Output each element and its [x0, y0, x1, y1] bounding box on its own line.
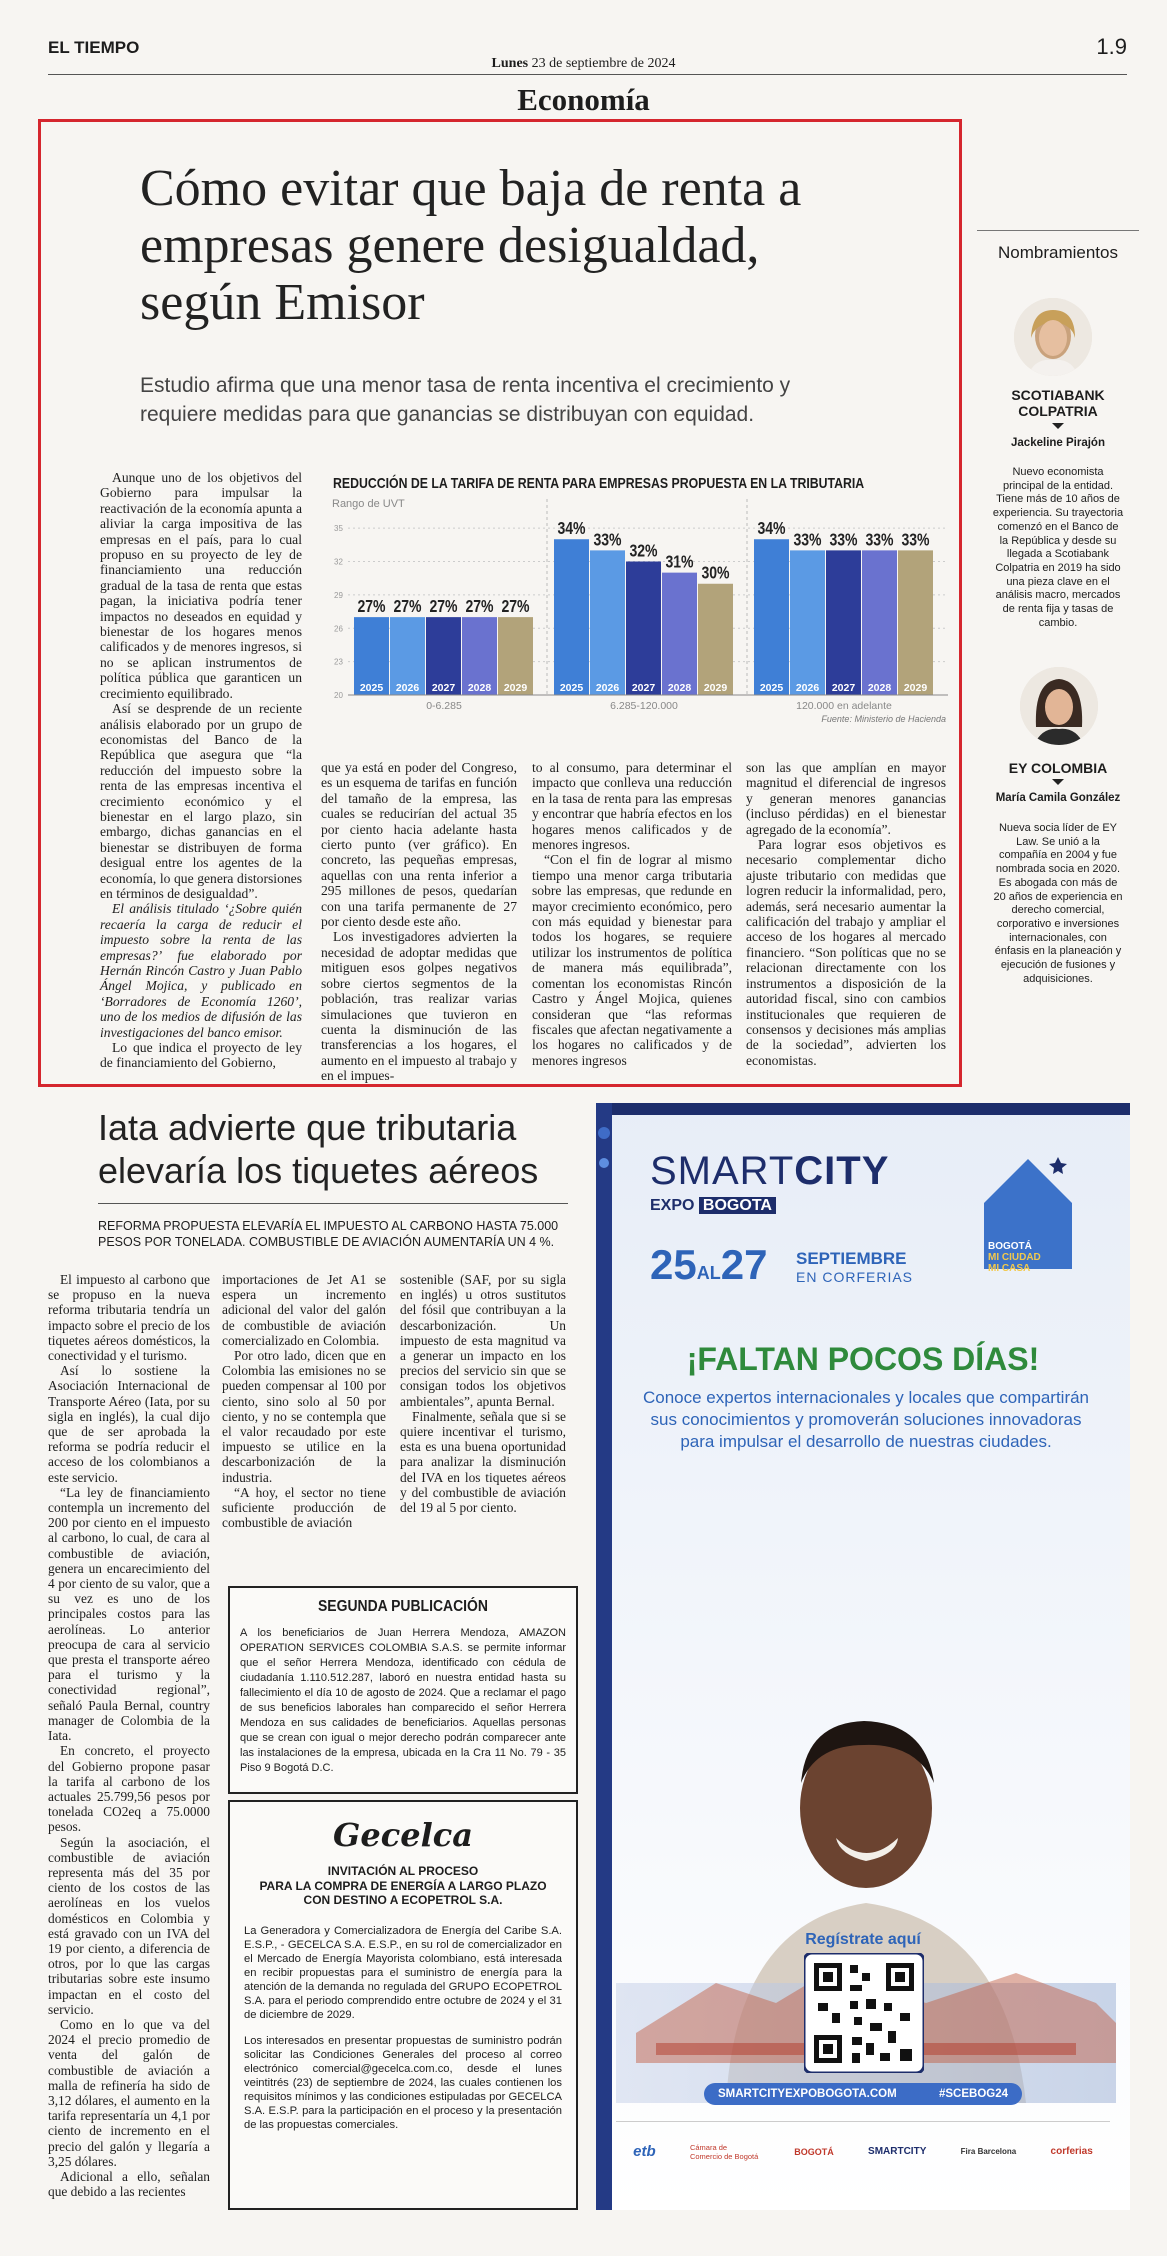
data-label: 31% [665, 552, 694, 573]
ad-headline: ¡FALTAN POCOS DÍAS! [686, 1341, 1040, 1377]
year-label: 2029 [903, 682, 928, 694]
year-label: 2026 [795, 682, 820, 694]
paragraph: Aunque uno de los objetivos del Gobierno para impulsar la reactivación de la economía apunta a aliviar la carga impositiva de las empresas en el país, para lo cual propuso en su proyecto de ley de financiamiento una reducción gradual de la tasa de renta que estas pagan, la iniciativa podría tener impactos no deseados en equidad y bienestar de los hogares menos calificados y de menores ingresos, si no se aplican instrumentos de política pública que garanticen un crecimiento equilibrado. [100, 470, 302, 701]
event-month: SEPTIEMBRE [796, 1249, 907, 1268]
notice-title-line: PARA LA COMPRA DE ENERGÍA A LARGO PLAZO [259, 1878, 547, 1893]
article-column-4 [746, 760, 946, 1068]
notice-title-line: INVITACIÓN AL PROCESO [327, 1864, 479, 1878]
portrait-icon [1020, 667, 1098, 745]
year-label: 2028 [467, 682, 492, 694]
year-label: 2027 [431, 682, 456, 694]
expo-label [650, 1197, 776, 1215]
ad-brand [650, 1149, 889, 1194]
data-label: 33% [793, 529, 822, 550]
paragraph: Adicional a ello, señalan que debido a las recientes [48, 2168, 210, 2200]
data-label: 33% [593, 529, 622, 550]
data-label: 34% [557, 518, 586, 539]
header-divider [48, 74, 1127, 75]
notice-paragraph: Los interesados en presentar propuestas de suministro podrán solicitar las Condiciones Generales del proceso al correo electrónico comercial@gecelca.com.co, desde el lunes veintitrés (23) de septiembre de 2024, las cuales contienen los requisitos mínimos y las condiciones estipuladas por GECELCA S.A. E.S.P. para la participación en el proceso y la presentación de las propuestas comerciales. [244, 2034, 562, 2131]
paragraph: Así se desprende de un reciente análisis elaborado por un grupo de economistas del Banco de la República que asegura que “la reducción del impuesto sobre la renta de las empresas incentiva el crecimiento económico y el bienestar en el largo plazo, sin embargo, dichas ganancias en el bienestar se distribuyen de forma desigual entre los agentes de la economía, lo que genera distorsiones en términos de desigualdad”. [100, 701, 302, 901]
expo-city: BOGOTA [699, 1197, 776, 1214]
avatar [1020, 667, 1098, 745]
firm-line: COLPATRIA [1018, 403, 1098, 419]
y-tick-label: 23 [334, 657, 343, 667]
chamber-logo: Cámara de Comercio de Bogotá [689, 2142, 759, 2161]
article-kicker: REFORMA PROPUESTA ELEVARÍA EL IMPUESTO AL CARBONO HASTA 75.000 PESOS POR TONELADA. COMBUSTIBLE DE AVIACIÓN AUMENTARÍA UN 4 %. [98, 1219, 559, 1249]
paragraph: Según la asociación, el combustible de aviación representa más del 35 por ciento de los costos de las aerolíneas en los vuelos domésticos en Colombia y está gravado con un IVA del 19 por ciento, a diferencia de otros, por lo que las cargas tributarias sobre este insumo impactan en el costo del servicio. [48, 1834, 210, 2017]
page-number: 1.9 [1096, 34, 1127, 59]
bogota-logo: BOGOTÁ [794, 2146, 834, 2157]
avatar [1014, 298, 1092, 376]
date-weekday: Lunes [491, 56, 529, 71]
year-label: 2026 [395, 682, 420, 694]
paragraph: Lo que indica el proyecto de ley de financiamiento del Gobierno, [100, 1040, 302, 1071]
date-text: 23 de septiembre de 2024 [528, 56, 676, 71]
house-line: MI CASA [988, 1263, 1031, 1274]
ad-url[interactable]: SMARTCITYEXPOBOGOTA.COM [718, 2088, 897, 2100]
notice-body: A los beneficiarios de Juan Herrera Mendoza, AMAZON OPERATION SERVICES COLOMBIA S.A.S. se permite informar que el señor Herrera Mendoza, identificado con cédula de ciudadanía 1.110.512.287, laboró en nuestra entidad hasta su fallecimiento el día 10 de agosto de 2024. Que a reclamar el pago de sus beneficios laborales han comparecido el señor Herrera Mendoza en sus calidades de beneficiarios. Aquellas personas que se crean con igual o mejor derecho podrán comparecer ante las instalaciones de la empresa, ubicada en la Cra 11 No. 79 - 35 Piso 9 Bogotá D.C. [240, 1627, 566, 1774]
house-label [988, 1241, 1041, 1274]
bar [826, 550, 861, 695]
person-bio: Nuevo economista principal de la entidad. Tiene más de 10 años de experiencia. Su trayectoria comenzó en el Banco de la República y desde su llegada a Scotiabank Colpatria en 2019 ha sido una pieza clave en el análisis macro, mercados de renta fija y tasas de cambio. [992, 466, 1124, 629]
y-tick-label: 29 [334, 590, 343, 600]
brand-light: SMART [650, 1149, 795, 1193]
newspaper-name: EL TIEMPO [48, 38, 140, 57]
paragraph: El impuesto al carbono que se propuso en la nueva reforma tributaria tendría un impacto sobre el precio de los tiquetes aéreos domésticos, la conectividad y el turismo. [48, 1272, 210, 1364]
corferias-logo: corferias [1050, 2146, 1093, 2157]
pointer-icon [1052, 423, 1064, 429]
bar [898, 550, 933, 695]
firm-line: SCOTIABANK [1011, 387, 1105, 403]
bar [862, 550, 897, 695]
paragraph: to al consumo, para determinar el impacto que conlleva una reducción en la tasa de renta para las empresas y encontrar que habría efectos en los hogares menos calificados y de menores ingresos. [532, 760, 732, 853]
legal-notice [228, 1586, 578, 1794]
year-label: 2027 [631, 682, 656, 694]
tax-rate-chart [318, 495, 948, 730]
smartcity-logo: SMARTCITY [868, 2146, 927, 2157]
article-column-2 [321, 760, 517, 1084]
article-column-3 [532, 760, 732, 1068]
paragraph: importaciones de Jet A1 se espera un incremento adicional del valor del galón de combustible de aviación comercializado en Colombia. [222, 1272, 386, 1348]
bar [698, 584, 733, 695]
person-name: María Camila González [995, 792, 1121, 804]
smartcity-advertisement[interactable] [596, 1103, 1130, 2210]
etb-logo: etb [633, 2143, 656, 2160]
paragraph: Finalmente, señala que si se quiere incentivar el turismo, esta es una buena oportunidad para analizar la disminución del IVA en los tiquetes aéreos y del combustible de aviación del 19 al 5 por ciento. [400, 1408, 566, 1516]
paragraph: Así lo sostiene la Asociación Internacional de Transporte Aéreo (Iata, por su sigla en inglés), la cual dijo que de ser aprobada la reforma se podría reducir el acceso de los colombianos a este servicio. [48, 1363, 210, 1485]
firm-name [983, 387, 1133, 419]
data-label: 33% [865, 529, 894, 550]
brand-bold: CITY [794, 1149, 890, 1193]
day-end: 27 [720, 1241, 768, 1288]
article-column-1 [100, 470, 302, 1071]
data-label: 27% [393, 596, 422, 617]
sponsor-row [616, 2121, 1110, 2181]
year-label: 2029 [503, 682, 528, 694]
portrait-icon [1014, 298, 1092, 376]
bar [662, 573, 697, 695]
y-tick-label: 26 [334, 624, 343, 634]
group-label: 6.285-120.000 [610, 700, 678, 712]
notice-title-line: CON DESTINO A ECOPETROL S.A. [303, 1893, 503, 1907]
year-label: 2025 [759, 682, 784, 694]
year-label: 2029 [703, 682, 728, 694]
data-label: 33% [829, 529, 858, 550]
year-label: 2027 [831, 682, 856, 694]
paragraph: “A hoy, el sector no tiene suficiente producción de combustible de aviación [222, 1484, 386, 1531]
paragraph: que ya está en poder del Congreso, es un esquema de tarifas en función del tamaño de la empresa, las cuales se reducirían del actual 35 por ciento hacia adelante hasta cierto punto (ver gráfico). En concreto, las pequeñas empresas, aquellas con una renta inferior a 295 millones de pesos, quedarían con una tarifa permanente de 27 por ciento desde este año. [321, 760, 517, 930]
notice-title [230, 1864, 576, 1908]
sidebar-title: Nombramientos [998, 243, 1118, 262]
article-dek: Estudio afirma que una menor tasa de renta incentiva el crecimiento y requiere medidas para que ganancias se distribuyan con equidad. [140, 374, 791, 426]
firm-line: EY COLOMBIA [1008, 760, 1108, 776]
gecelca-notice [228, 1800, 578, 2210]
y-tick-label: 35 [334, 524, 343, 534]
year-label: 2026 [595, 682, 620, 694]
event-venue: EN CORFERIAS [796, 1269, 914, 1285]
section-title: Economía [517, 82, 650, 117]
house-line: MI CIUDAD [988, 1252, 1041, 1263]
firm-name [983, 760, 1133, 776]
paragraph: En concreto, el proyecto del Gobierno propone pasar la tarifa al carbono de los actuales 25.799,56 pesos por tonelada CO2eq a 75.0000 pesos. [48, 1743, 210, 1835]
headline-divider [98, 1203, 568, 1204]
paragraph: Por otro lado, dicen que en Colombia las emisiones no se pueden compensar al 100 por ciento, sino solo al 50 por ciento, y no se contempla que el valor recaudado por este impuesto se utilice en la descarbonización de la industria. [222, 1348, 386, 1485]
register-label[interactable]: Regístrate aquí [805, 1931, 921, 1948]
article-headline[interactable]: Cómo evitar que baja de renta a empresas genere desigualdad, según Emisor [140, 160, 802, 331]
expo-word: EXPO [650, 1197, 695, 1214]
qr-code-icon[interactable] [804, 1953, 924, 2073]
group-label: 120.000 en adelante [796, 700, 892, 712]
year-label: 2028 [667, 682, 692, 694]
article-column-1 [48, 1272, 210, 2199]
paragraph: “La ley de financiamiento contempla un incremento del 200 por ciento en el impuesto al carbono, lo cual, de cara al combustible de aviación, genera un encarecimiento del 4 por ciento de su valor, que a su vez es uno de los principales costos para las aerolíneas. Lo anterior preocupa de cara al servicio que presta el transporte aéreo para el turismo y la conectividad regional”, señaló Paula Bernal, country manager de Colombia de la Iata. [48, 1484, 210, 1744]
al-word: AL [696, 1263, 721, 1283]
sidebar-divider [977, 230, 1139, 231]
data-label: 27% [429, 596, 458, 617]
data-label: 30% [701, 563, 730, 584]
data-label: 27% [465, 596, 494, 617]
bar [626, 562, 661, 696]
y-tick-label: 20 [334, 691, 343, 700]
paragraph: son las que amplían en mayor magnitud el diferencial de ingresos y generan menores ganancias (incluso pérdidas) en el bienestar agregado de la economía”. [746, 760, 946, 837]
chart-source: Fuente: Ministerio de Hacienda [821, 714, 946, 724]
bar [754, 539, 789, 695]
paragraph: “Con el fin de lograr al mismo tiempo una menor carga tributaria sobre las empresas, que redunde en mayor crecimiento económico, pero con más equidad y bienestar para todos los hogares, se requiere utilizar los instrumentos de política de manera más equilibrada”, comentan los economistas Rincón Castro y Ángel Mojica, quienes consideran que “las reformas fiscales que afectan negativamente a los hogares no calificados y de menores ingresos [532, 852, 732, 1068]
notice-paragraph: La Generadora y Comercializadora de Energía del Caribe S.A. E.S.P., - GECELCA S.A. E.S.P., en su rol de comercializador en el Mercado de Energía Mayorista colombiano, está interesada en recibir propuestas para el suministro de energía para la atención de la demanda no regulada del GRUPO ECOPETROL S.A. para el periodo comprendido entre octubre de 2024 y el 31 de diciembre de 2029. [244, 1924, 562, 2021]
house-line: BOGOTÁ [988, 1241, 1032, 1252]
paragraph: sostenible (SAF, por su sigla en inglés) u otros sustitutos del fósil que contribuyan a la descarbonización. Un impuesto de esta magnitud va a generar un impacto en los precios del servicio sin que se consigan todos los objetivos ambientales”, apunta Bernal. [400, 1272, 566, 1409]
chart-title: REDUCCIÓN DE LA TARIFA DE RENTA PARA EMPRESAS PROPUESTA EN LA TRIBUTARIA [333, 475, 865, 492]
page-date [0, 56, 1167, 72]
data-label: 27% [357, 596, 386, 617]
gecelca-logo: Gecelca [333, 1816, 473, 1854]
bar [554, 539, 589, 695]
data-label: 33% [901, 529, 930, 550]
ad-hashtag: #SCEBOG24 [938, 2088, 1008, 2100]
pointer-icon [1052, 779, 1064, 785]
person-bio: Nueva socia líder de EY Law. Se unió a la compañía en 2004 y fue nombrada socia en 2020. Es abogada con más de 20 años de experiencia en derecho comercial, corporativo e inversiones internacionales, con énfasis en la planeación y ejecución de fusiones y adquisiciones. [993, 822, 1123, 985]
article-headline[interactable]: Iata advierte que tributaria elevaría los tiquetes aéreos [98, 1107, 539, 1191]
year-label: 2025 [359, 682, 384, 694]
paragraph: Los investigadores advierten la necesidad de adoptar medidas que mitiguen esos golpes negativos sobre ciertos segmentos de la población, tras realizar varias simulaciones que tuvieron en cuenta la disminución de las transferencias a los hogares, el aumento en el impuesto al trabajo y en el impues- [321, 929, 517, 1084]
day-start: 25 [650, 1241, 697, 1288]
year-label: 2028 [867, 682, 892, 694]
y-tick-label: 32 [334, 557, 343, 567]
data-label: 34% [757, 518, 786, 539]
group-label: 0-6.285 [426, 700, 462, 712]
event-dates [650, 1241, 767, 1289]
year-label: 2025 [559, 682, 584, 694]
paragraph: Como en lo que va del 2024 el precio promedio de venta del galón de combustible de aviación a malla de refinería ha sido de 3,12 dólares, el aumento en la tarifa representaría un 4,1 por ciento de incremento en el precio del galón y llegaría a 3,25 dólares. [48, 2016, 210, 2169]
article-column-2 [222, 1272, 386, 1530]
data-label: 27% [501, 596, 530, 617]
fira-logo: Fira Barcelona [960, 2147, 1017, 2156]
paragraph: El análisis titulado ‘¿Sobre quién recaería la carga de reducir el impuesto sobre la renta de las empresas?’ fue elaborado por Hernán Rincón Castro y Juan Pablo Ángel Mojica, y publicado en ‘Borradores de Economía 1260’, uno de los medios de difusión de las investigaciones del banco emisor. [100, 901, 302, 1040]
data-label: 32% [629, 540, 658, 561]
notice-title: SEGUNDA PUBLICACIÓN [317, 1598, 488, 1615]
paragraph: Para lograr esos objetivos es necesario complementar dicho ajuste tributario con medidas que logren reducir la informalidad, pero, además, será necesario aumentar la calificación del trabajo y ampliar el acceso de los hogares al mercado financiero. “Son políticas que no se relacionan directamente con los instrumentos a disposición de la autoridad fiscal, sino con cambios institucionales que requieren de consensos y decisiones más amplias de la sociedad”, advierten los economistas. [746, 837, 946, 1068]
article-column-3 [400, 1272, 566, 1515]
person-name: Jackeline Pirajón [1011, 437, 1105, 449]
ad-url-bar[interactable] [704, 2083, 1022, 2105]
ad-body: Conoce expertos internacionales y locales que compartirán sus conocimientos y promoverán soluciones innovadoras para impulsar el desarrollo de nuestras ciudades. [642, 1388, 1090, 1451]
bar [590, 550, 625, 695]
y-axis-label: Rango de UVT [332, 498, 405, 510]
bar [790, 550, 825, 695]
